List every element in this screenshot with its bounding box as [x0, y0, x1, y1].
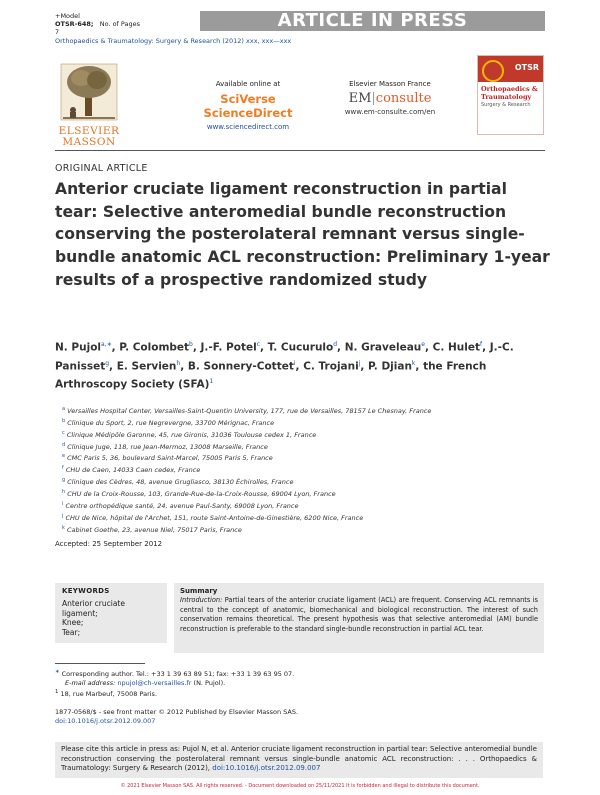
copyright [55, 708, 298, 726]
emconsulte-block [325, 80, 455, 116]
author-separator: , [482, 341, 490, 354]
cover-title: Orthopaedics & Traumatology [481, 85, 538, 101]
article-title: Anterior cruciate ligament reconstruction in partial tear: Selective anteromedial bundle reconstruction conserving the posterolateral remnant versus single-bundle anatomic ACL reconstruction: Preliminary 1-year results of a prospective randomized study [55, 180, 550, 289]
summary-body: Partial tears of the anterior cruciate ligament (ACL) are frequent. Conserving ACL remnants is central to the concept of anatomic, biomechanical and biological reconstruction. The interest of such conservation remains theoretical. The present hypothesis was that selective anteromedial (AM) bundle reconstruction is preferable to the standard single-bundle reconstruction in partial ACL tear. [180, 596, 538, 633]
summary-text [180, 596, 538, 634]
ref-number: OTSR-648; [55, 20, 94, 28]
affiliation-mark: f [62, 465, 64, 472]
corresponding-mark: ∗ [55, 669, 60, 675]
affiliation-text: Clinique Médipôle Garonne, 45, rue Gironis, 31036 Toulouse cedex 1, France [64, 430, 317, 439]
email-label: E-mail address: [65, 679, 116, 688]
keyword-item: ligament; [62, 608, 98, 618]
author-affiliation-mark[interactable]: a,∗ [101, 341, 112, 348]
affiliation-text: CHU de la Croix-Rousse, 103, Grande-Rue-de-la-Croix-Rousse, 69004 Lyon, France [65, 490, 336, 499]
affiliation-text: Cabinet Goethe, 23, avenue Niel, 75017 Paris, France [64, 525, 242, 534]
author-name: J.-F. Potel [200, 341, 257, 354]
affiliation-mark: h [62, 489, 66, 496]
model-label: +Model [55, 12, 80, 20]
emconsulte-link[interactable]: www.em-consulte.com/en [344, 108, 436, 116]
affiliation-item [62, 524, 542, 536]
keywords-box [55, 583, 167, 643]
copyright-line: 1877-0568/$ - see front matter © 2012 Published by Elsevier Masson SAS. [55, 708, 299, 716]
affiliation-text: Clinique du Sport, 2, rue Negrevergne, 33700 Mérignac, France [65, 419, 275, 428]
affiliation-text: Clinique Juge, 118, rue Jean-Mermoz, 13008 Marseille, France [65, 442, 268, 451]
note-1-mark: 1 [55, 689, 59, 696]
author-name: C. Hulet [432, 341, 480, 354]
affiliation-list [62, 405, 542, 535]
affiliation-text: Centre orthopédique santé, 24, avenue Paul-Santy, 69008 Lyon, France [63, 502, 299, 511]
author-affiliation-mark[interactable]: i [293, 359, 296, 367]
affiliation-item [62, 488, 542, 500]
author-affiliation-mark[interactable]: f [479, 341, 483, 348]
corresponding-note [55, 668, 535, 679]
summary-lead: Introduction: [180, 596, 223, 604]
page-count: No. of Pages 7 [55, 20, 141, 36]
footnotes [55, 668, 535, 699]
author-affiliation-mark[interactable]: b [189, 341, 193, 348]
elsevier-logo[interactable] [55, 60, 123, 148]
tree-icon [55, 60, 123, 122]
affiliation-item [62, 452, 542, 464]
doi-link[interactable]: doi:10.1016/j.otsr.2012.09.007 [55, 717, 156, 725]
affiliation-item [62, 429, 542, 441]
email-note [55, 679, 535, 688]
affiliation-mark: j [62, 512, 64, 519]
cover-subtitle: Surgery & Research [481, 102, 531, 108]
summary-heading: Summary [180, 587, 218, 595]
affiliation-mark: i [62, 500, 64, 507]
affiliation-mark: g [62, 477, 66, 484]
affiliation-mark: c [62, 429, 65, 436]
emc-logo-left: EM [348, 91, 372, 106]
note-1 [55, 688, 535, 699]
author-name: J.-C. Panisset [55, 341, 514, 372]
affiliation-mark: e [62, 453, 66, 460]
available-online-label: Available online at [215, 80, 281, 88]
ref-pages [55, 20, 145, 36]
sciencedirect-block [178, 80, 318, 131]
citation-doi-link[interactable]: doi:10.1016/j.otsr.2012.09.007 [212, 764, 321, 772]
keyword-item: Knee; [62, 618, 84, 627]
affiliation-item [62, 405, 542, 417]
emc-logo-right: consulte [375, 91, 432, 106]
author-separator: , [111, 341, 120, 354]
affiliation-text: CMC Paris 5, 36, boulevard Saint-Marcel, 75005 Paris 5, France [65, 454, 273, 463]
note-1-text: 18, rue Marbeuf, 75008 Paris. [60, 690, 158, 699]
emconsulte-logo[interactable]: EM|consulte [348, 91, 432, 106]
author-separator: , [337, 341, 345, 354]
article-in-press-banner: ARTICLE IN PRESS [200, 11, 545, 31]
journal-reference[interactable]: Orthopaedics & Traumatology: Surgery & Research (2012) xxx, xxx—xxx [55, 37, 292, 45]
keywords-list [62, 599, 167, 637]
author-separator: , [109, 360, 117, 372]
author-name: B. Sonnery-Cottet [187, 360, 294, 372]
affiliation-text: CHU de Caen, 14033 Caen cedex, France [63, 466, 201, 475]
corresponding-text: Corresponding author. Tel.: +33 1 39 63 89 51; fax: +33 1 39 63 95 07. [61, 670, 295, 679]
summary-box [174, 583, 544, 653]
author-separator: , [360, 360, 369, 372]
author-separator: , [415, 360, 424, 372]
author-affiliation-mark[interactable]: c [256, 341, 261, 348]
affiliation-mark: b [62, 417, 66, 424]
author-separator: , [260, 341, 268, 354]
author-affiliation-mark[interactable]: e [421, 341, 425, 348]
accepted-date: Accepted: 25 September 2012 [55, 540, 163, 548]
affiliation-text: Versailles Hospital Center, Versailles-Saint-Quentin University, 177, rue de Versailles, 78157 Le Chesnay, France [65, 407, 432, 416]
affiliation-item [62, 441, 542, 453]
affiliation-item [62, 476, 542, 488]
author-name: the French Arthroscopy Society (SFA) [55, 360, 487, 391]
sciencedirect-link[interactable]: www.sciencedirect.com [206, 123, 290, 131]
email-tail: (N. Pujol). [193, 679, 226, 688]
affiliation-text: Clinique des Cèdres, 48, avenue Grugliasco, 38130 Échirolles, France [65, 478, 294, 487]
affiliation-item [62, 464, 542, 476]
author-name: P. Djian [368, 360, 412, 372]
publisher-sub: MASSON [62, 136, 116, 148]
journal-cover[interactable] [477, 55, 544, 135]
author-affiliation-mark[interactable]: 1 [209, 378, 214, 385]
affiliation-text: CHU de Nice, hôpital de l'Archet, 151, route Saint-Antoine-de-Ginestière, 6200 Nice, France [63, 513, 364, 522]
author-separator: , [424, 341, 433, 354]
author-affiliation-mark[interactable]: g [105, 359, 110, 367]
citation-box [55, 742, 543, 778]
author-name: C. Trojani [303, 360, 359, 372]
author-affiliation-mark[interactable]: k [411, 359, 416, 367]
keywords-heading: KEYWORDS [62, 587, 110, 595]
footnote-divider [55, 663, 145, 664]
affiliation-item [62, 512, 542, 524]
affiliation-mark: a [62, 406, 66, 412]
author-affiliation-mark[interactable]: h [176, 359, 181, 367]
affiliation-mark: k [62, 524, 65, 531]
publisher-name: ELSEVIER [58, 125, 120, 137]
keyword-item: Anterior cruciate [62, 599, 125, 608]
author-name: N. Graveleau [344, 341, 422, 354]
email-link[interactable]: npujol@ch-versailles.fr [117, 679, 192, 688]
cover-badge: OTSR [514, 63, 539, 72]
affiliation-mark: d [62, 441, 66, 448]
author-affiliation-mark[interactable]: d [333, 341, 338, 348]
keyword-item: Tear; [62, 627, 81, 637]
sciencedirect-logo[interactable]: SciVerse ScienceDirect [203, 92, 293, 120]
emc-publisher-label: Elsevier Masson France [349, 80, 431, 88]
citation-text: Please cite this article in press as: Pujol N, et al. Anterior cruciate ligament reconstruction in partial tear: Selective anteromedial bundle reconstruction conserving the posterolateral remnant versus single-bundle anatomic ACL reconstruction: . . . Orthopaedics & Traumatology: Surgery & Research (2012), [61, 745, 537, 772]
author-name: E. Servien [116, 360, 177, 372]
author-name: N. Pujol [55, 341, 102, 354]
author-name: T. Cucurulo [267, 341, 334, 354]
author-separator: , [180, 360, 188, 372]
section-label: ORIGINAL ARTICLE [55, 163, 148, 174]
author-name: P. Colombet [119, 341, 190, 354]
author-separator: , [192, 341, 201, 354]
banner-divider [55, 150, 545, 151]
download-notice: © 2021 Elsevier Masson SAS. All rights reserved. - Document downloaded on 25/11/2021 It is forbidden and illegal to distribute this document. [120, 783, 480, 789]
affiliation-item [62, 500, 542, 512]
author-affiliation-mark[interactable]: j [358, 359, 361, 367]
affiliation-item [62, 417, 542, 429]
header-meta [55, 12, 145, 36]
cover-header [478, 56, 543, 82]
author-separator: , [295, 360, 304, 372]
author-list [55, 337, 550, 393]
